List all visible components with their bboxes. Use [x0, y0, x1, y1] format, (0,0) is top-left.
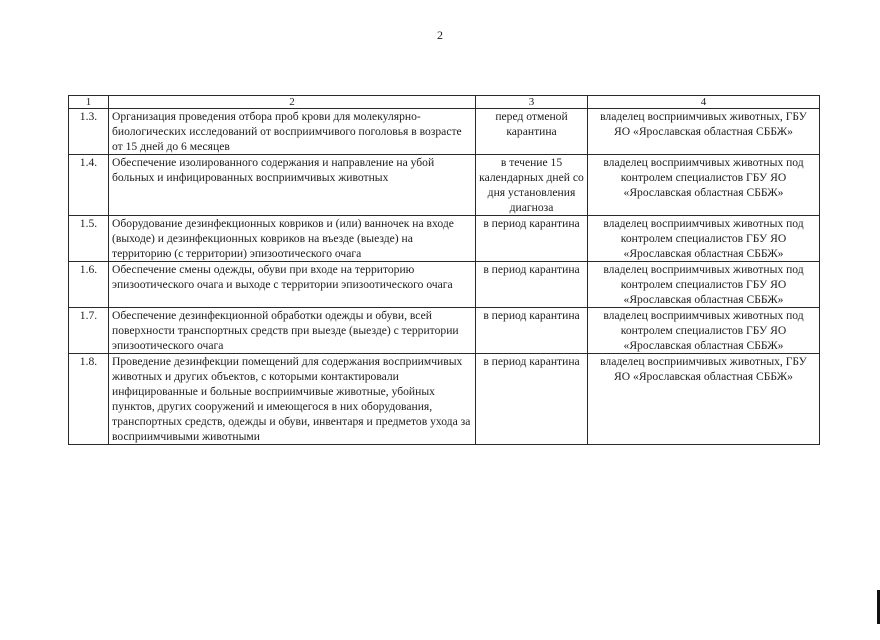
row-term: в течение 15 календарных дней со дня установления диагноза: [476, 155, 588, 216]
row-number: 1.4.: [69, 155, 109, 216]
row-action: Обеспечение смены одежды, обуви при входе на территорию эпизоотического очага и выходе с территории эпизоотического очага: [109, 262, 476, 308]
table-row: [69, 354, 820, 445]
row-responsible: владелец восприимчивых животных, ГБУ ЯО «Ярославская областная СББЖ»: [588, 109, 820, 155]
row-term: в период карантина: [476, 354, 588, 445]
table-header-row: [69, 96, 820, 109]
row-term: в период карантина: [476, 308, 588, 354]
table-row: [69, 109, 820, 155]
row-responsible: владелец восприимчивых животных под контролем специалистов ГБУ ЯО «Ярославская областная СББЖ»: [588, 155, 820, 216]
table-row: [69, 262, 820, 308]
row-action: Обеспечение изолированного содержания и направление на убой больных и инфицированных восприимчивых животных: [109, 155, 476, 216]
row-number: 1.3.: [69, 109, 109, 155]
row-term: перед отменой карантина: [476, 109, 588, 155]
row-action: Проведение дезинфекции помещений для содержания восприимчивых животных и других объектов, с которыми контактировали инфицированные и больные восприимчивые животные, убойных пунктов, других сооружений и имеющегося в них оборудования, транспортных средств, одежды и обуви, инвентаря и предметов ухода за восприимчивыми животными: [109, 354, 476, 445]
table-row: [69, 308, 820, 354]
row-responsible: владелец восприимчивых животных под контролем специалистов ГБУ ЯО «Ярославская областная СББЖ»: [588, 262, 820, 308]
measures-table: [68, 95, 820, 445]
table-row: [69, 155, 820, 216]
row-responsible: владелец восприимчивых животных под контролем специалистов ГБУ ЯО «Ярославская областная СББЖ»: [588, 308, 820, 354]
header-col-3: 3: [476, 96, 588, 109]
row-action: Организация проведения отбора проб крови для молекулярно-биологических исследований от восприимчивого поголовья в возрасте от 15 дней до 6 месяцев: [109, 109, 476, 155]
table-row: [69, 216, 820, 262]
header-col-1: 1: [69, 96, 109, 109]
row-responsible: владелец восприимчивых животных под контролем специалистов ГБУ ЯО «Ярославская областная СББЖ»: [588, 216, 820, 262]
header-col-4: 4: [588, 96, 820, 109]
row-responsible: владелец восприимчивых животных, ГБУ ЯО «Ярославская областная СББЖ»: [588, 354, 820, 445]
header-col-2: 2: [109, 96, 476, 109]
row-action: Оборудование дезинфекционных ковриков и (или) ванночек на входе (выходе) и дезинфекционных ковриков на въезде (выезде) на территорию (с территории) эпизоотического очага: [109, 216, 476, 262]
row-number: 1.8.: [69, 354, 109, 445]
row-term: в период карантина: [476, 262, 588, 308]
row-number: 1.6.: [69, 262, 109, 308]
row-action: Обеспечение дезинфекционной обработки одежды и обуви, всей поверхности транспортных средств при выезде (выезде) с территории эпизоотического очага: [109, 308, 476, 354]
row-number: 1.5.: [69, 216, 109, 262]
page-number: 2: [437, 28, 443, 42]
row-term: в период карантина: [476, 216, 588, 262]
row-number: 1.7.: [69, 308, 109, 354]
